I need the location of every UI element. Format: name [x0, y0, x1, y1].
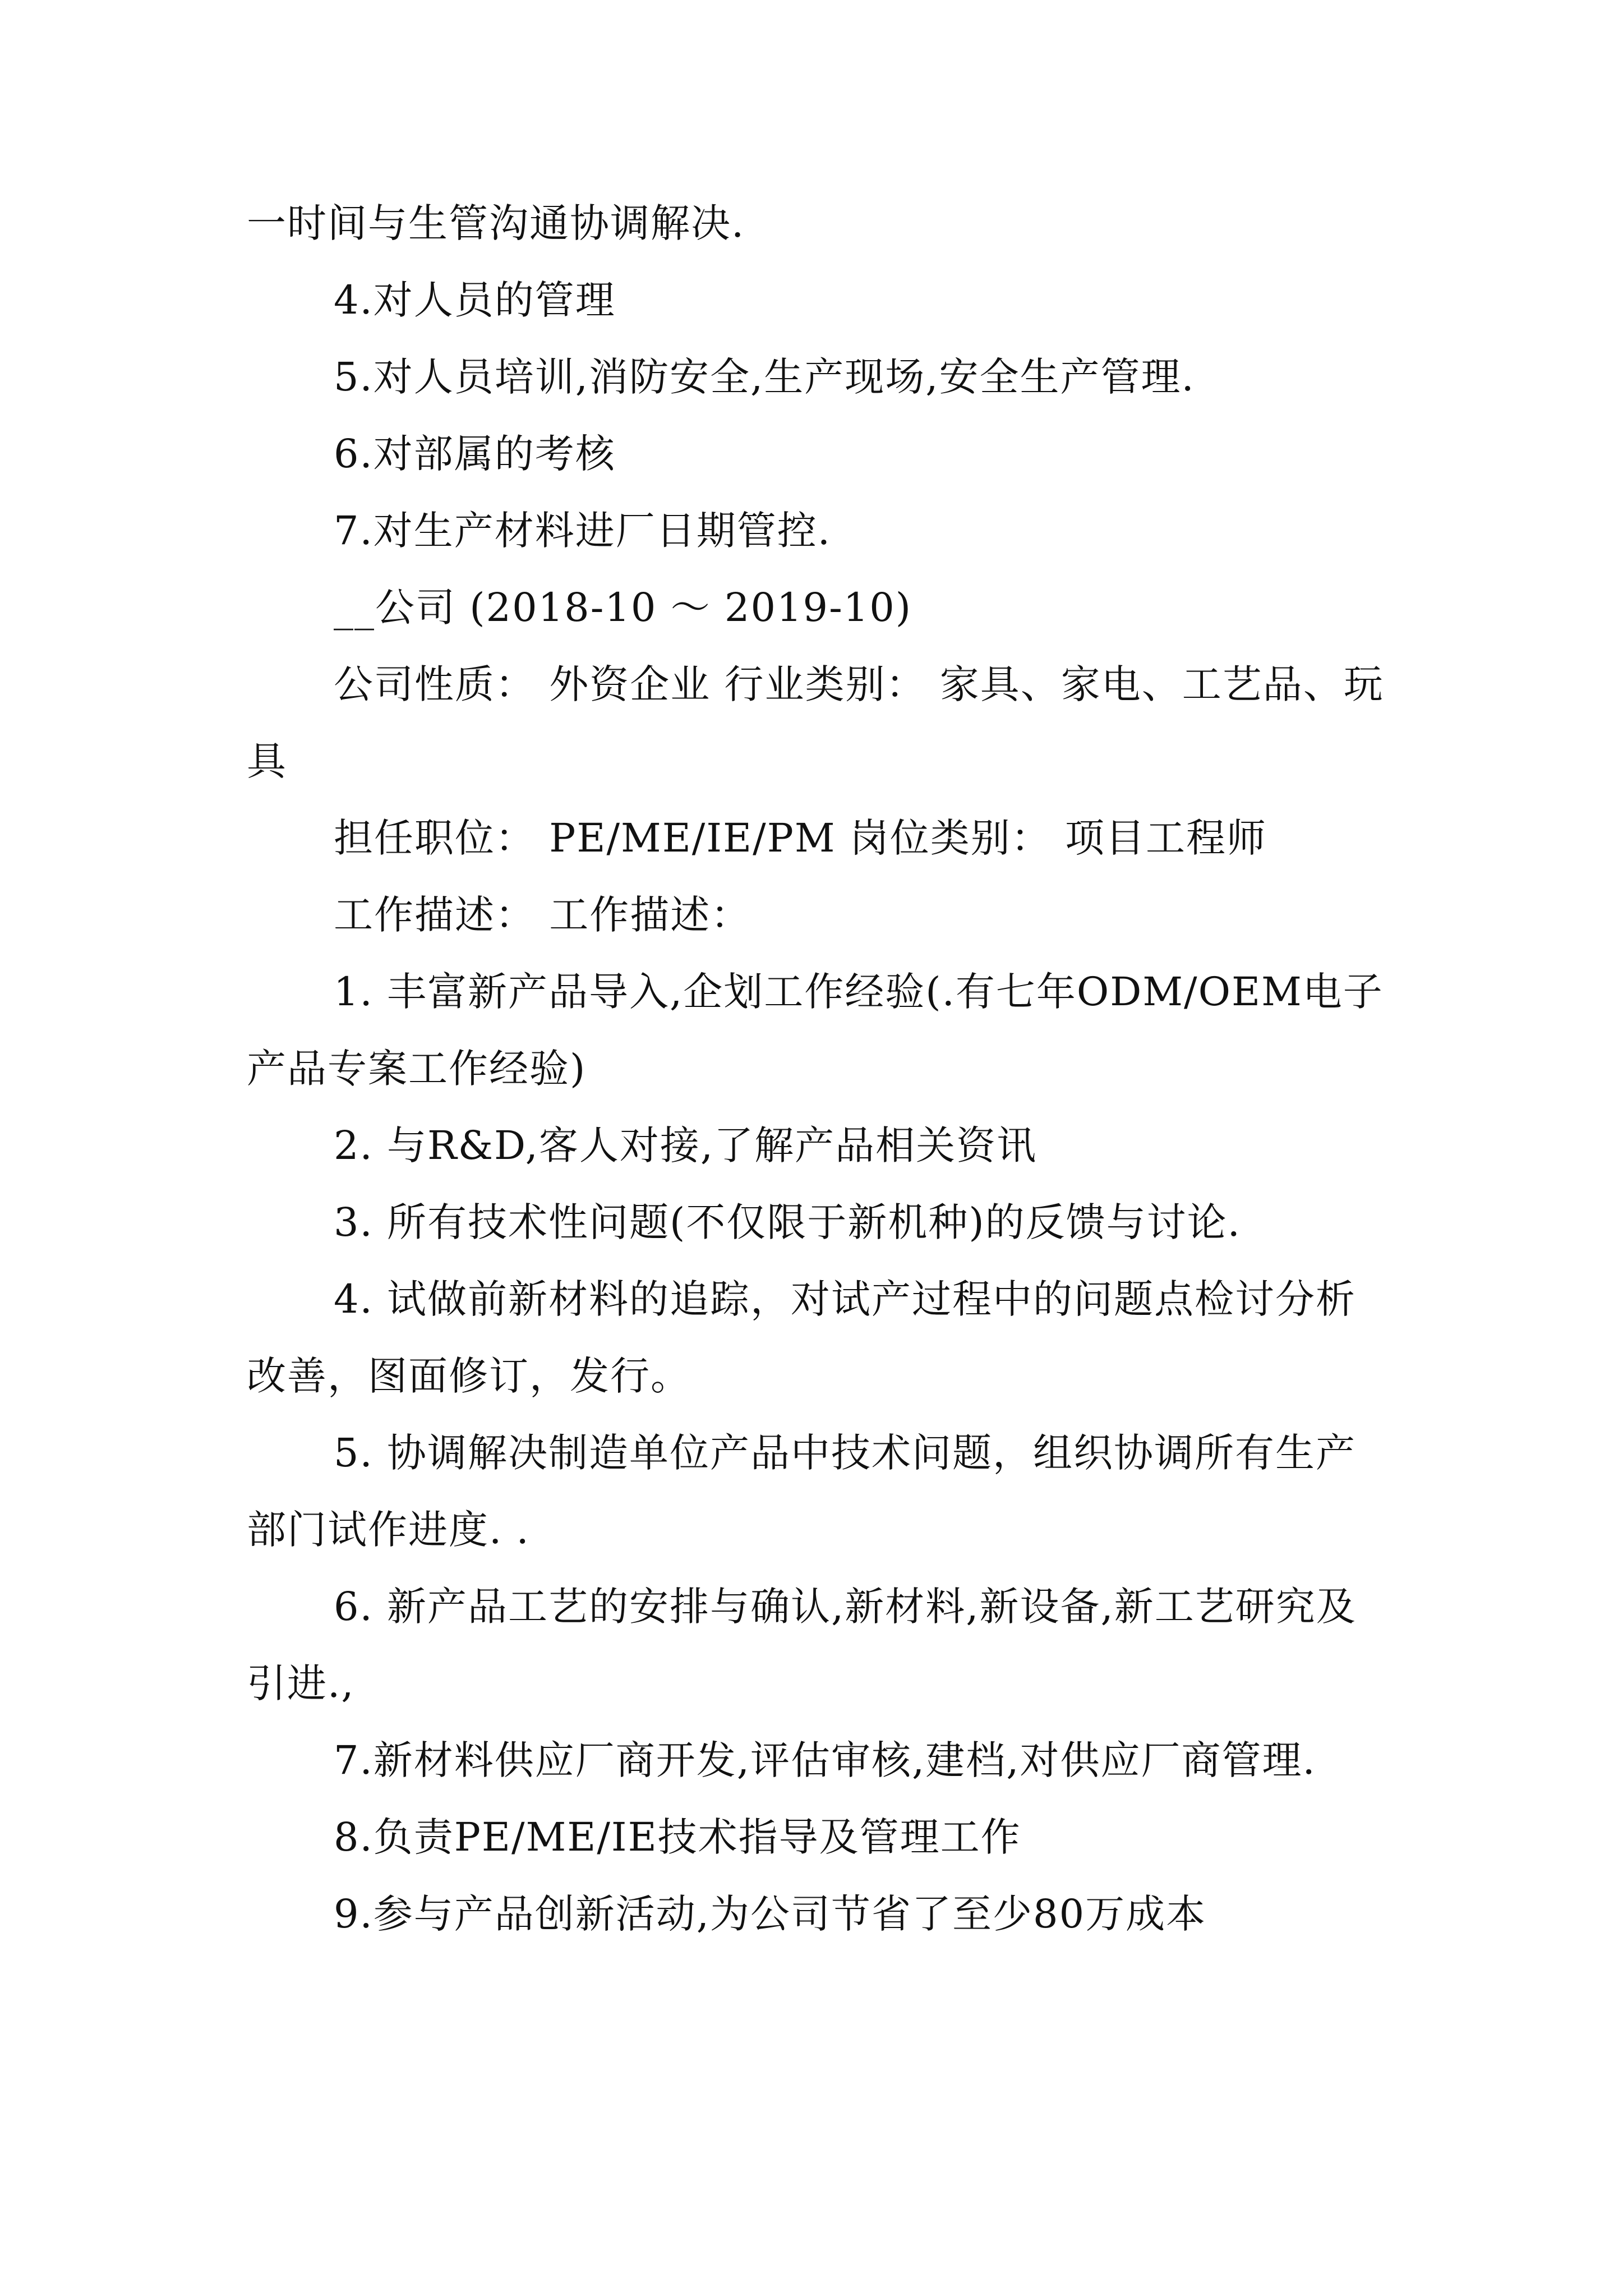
description-item-8: 8.负责PE/ME/IE技术指导及管理工作: [334, 1814, 1021, 1860]
description-item-6: 6. 新产品工艺的安排与确认,新材料,新设备,新工艺研究及引进.,: [247, 1584, 1357, 1706]
description-item-7: 7.新材料供应厂商开发,评估审核,建档,对供应厂商管理.: [334, 1737, 1316, 1783]
paragraph-item-4: 4.对人员的管理: [334, 277, 616, 323]
document-body: [247, 185, 1385, 1953]
description-item-3: 3. 所有技术性问题(不仅限于新机种)的反馈与讨论.: [334, 1199, 1241, 1245]
description-item-2: 2. 与R&D,客人对接,了解产品相关资讯: [334, 1122, 1038, 1168]
paragraph-item-6: 6.对部属的考核: [334, 431, 616, 477]
description-item-1: 1. 丰富新产品导入,企划工作经验(.有七年ODM/OEM电子产品专案工作经验): [247, 969, 1384, 1092]
description-item-5: 5. 协调解决制造单位产品中技术问题，组织协调所有生产部门试作进度. .: [247, 1430, 1357, 1553]
description-item-9: 9.参与产品创新活动,为公司节省了至少80万成本: [334, 1891, 1207, 1937]
paragraph-item-7: 7.对生产材料进厂日期管控.: [334, 508, 832, 554]
paragraph-item-5: 5.对人员培训,消防安全,生产现场,安全生产管理.: [334, 354, 1195, 400]
job-description-heading: 工作描述： 工作描述：: [334, 892, 751, 938]
job-position: 担任职位： PE/ME/IE/PM 岗位类别： 项目工程师: [334, 815, 1267, 861]
company-heading: __公司 (2018-10 ～ 2019-10): [334, 585, 912, 631]
description-item-4: 4. 试做前新材料的追踪，对试产过程中的问题点检讨分析改善，图面修订，发行。: [247, 1276, 1357, 1399]
paragraph-continuation: 一时间与生管沟通协调解决.: [247, 200, 745, 246]
company-nature: 公司性质： 外资企业 行业类别： 家具、家电、工艺品、玩具: [247, 661, 1384, 784]
